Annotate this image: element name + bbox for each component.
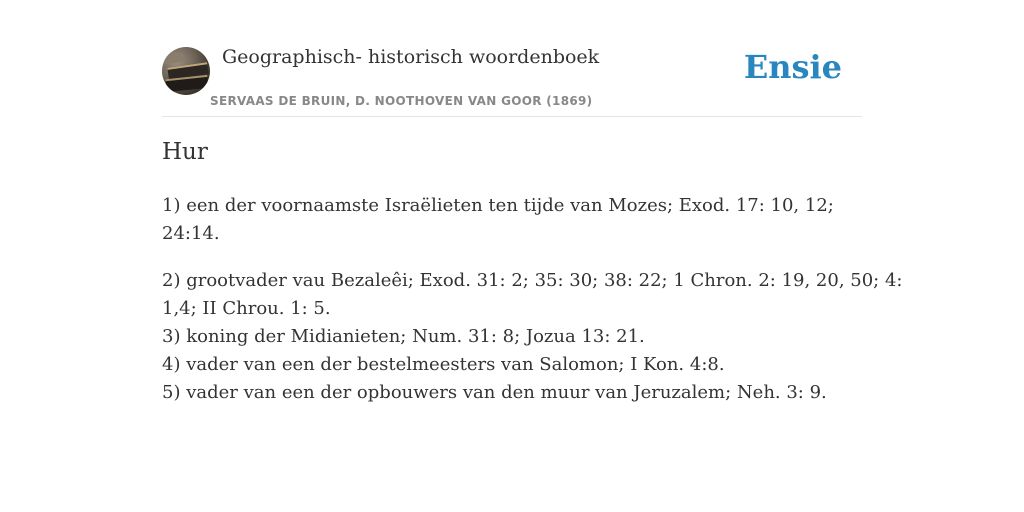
ensie-logo-link[interactable]: Ensie (743, 48, 842, 86)
definition-line: 4) vader van een der bestelmeesters van Salomon; I Kon. 4:8. (162, 354, 725, 375)
entry-headword: Hur (162, 139, 208, 165)
book-header (162, 44, 862, 117)
book-cover-avatar[interactable] (162, 47, 210, 95)
definition-line: 2) grootvader vau Bezaleêi; Exod. 31: 2; 35: 30; 38: 22; 1 Chron. 2: 19, 20, 50; 4: (162, 270, 903, 291)
definition-paragraph-2 (162, 267, 903, 407)
entry-definition (162, 192, 903, 426)
book-author: SERVAAS DE BRUIN, D. NOOTHOVEN VAN GOOR (1869) (210, 94, 593, 108)
book-title[interactable]: Geographisch- historisch woordenboek (222, 46, 600, 68)
definition-line: 3) koning der Midianieten; Num. 31: 8; Jozua 13: 21. (162, 326, 645, 347)
definition-paragraph-1: 1) een der voornaamste Israëlieten ten tijde van Mozes; Exod. 17: 10, 12; 24:14. (162, 195, 834, 244)
book-stack-icon (163, 53, 184, 64)
definition-line: 1,4; II Chrou. 1: 5. (162, 298, 331, 319)
definition-line: 5) vader van een der opbouwers van den muur van Jeruzalem; Neh. 3: 9. (162, 382, 827, 403)
